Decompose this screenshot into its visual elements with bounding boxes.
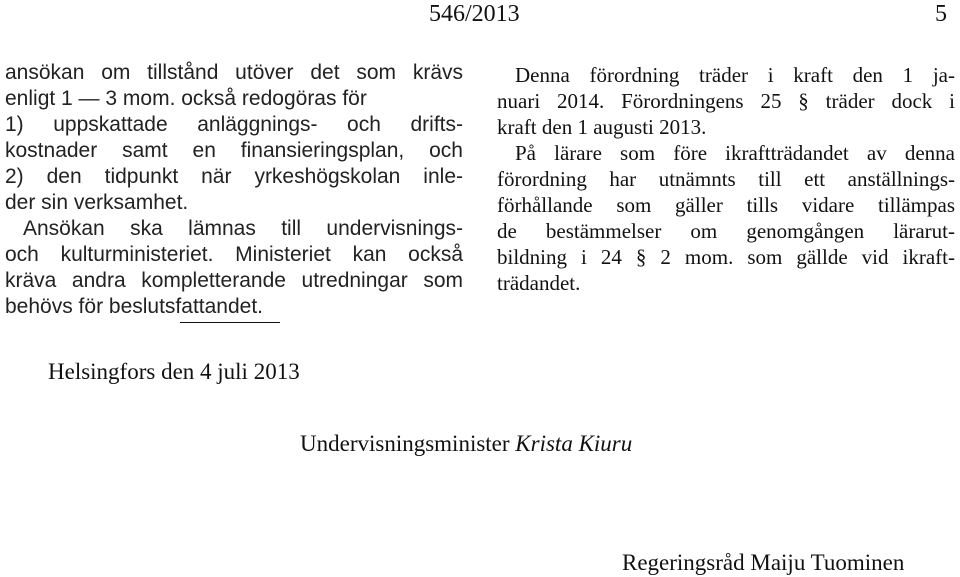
text-line: enligt 1 — 3 mom. också redogöras för bbox=[5, 87, 367, 110]
text-line: och kulturministeriet. Ministeriet kan också bbox=[5, 243, 463, 266]
right-text-column bbox=[497, 62, 955, 296]
minister-title: Undervisningsminister bbox=[300, 431, 510, 456]
minister-signature bbox=[300, 430, 632, 458]
counsellor-signature: Regeringsråd Maiju Tuominen bbox=[622, 550, 905, 575]
place-and-date: Helsingfors den 4 juli 2013 bbox=[48, 359, 300, 384]
text-line: 1) uppskattade anläggnings- och drifts- bbox=[5, 113, 463, 136]
text-line: Denna förordning träder i kraft den 1 ja- bbox=[515, 63, 955, 87]
text-line: nuari 2014. Förordningens 25 § träder dock i bbox=[497, 89, 955, 113]
text-line: der sin verksamhet. bbox=[5, 191, 189, 214]
document-number: 546/2013 bbox=[429, 1, 520, 27]
text-line: 2) den tidpunkt när yrkeshögskolan inle- bbox=[5, 165, 463, 188]
text-line: På lärare som före ikraftträdandet av denna bbox=[515, 141, 955, 165]
text-line: ansökan om tillstånd utöver det som krävs bbox=[5, 61, 463, 84]
text-line: de bestämmelser om genomgången lärarut- bbox=[497, 219, 955, 243]
text-line: behövs för beslutsfattandet. bbox=[5, 295, 263, 318]
left-text-column bbox=[5, 60, 463, 320]
text-line: trädandet. bbox=[497, 271, 581, 295]
text-line: Ansökan ska lämnas till undervisnings- bbox=[23, 217, 463, 240]
text-line: kräva andra kompletterande utredningar som bbox=[5, 269, 463, 292]
text-line: kostnader samt en finansieringsplan, och bbox=[5, 139, 463, 162]
page-number: 5 bbox=[935, 1, 947, 27]
minister-name: Krista Kiuru bbox=[515, 431, 633, 456]
text-line: förhållande som gäller tills vidare tillämpas bbox=[497, 193, 955, 217]
text-line: bildning i 24 § 2 mom. som gällde vid ikraft- bbox=[497, 245, 955, 269]
text-line: förordning har utnämnts till ett anställnings- bbox=[497, 167, 955, 191]
section-divider bbox=[180, 322, 280, 323]
text-line: kraft den 1 augusti 2013. bbox=[497, 115, 707, 139]
